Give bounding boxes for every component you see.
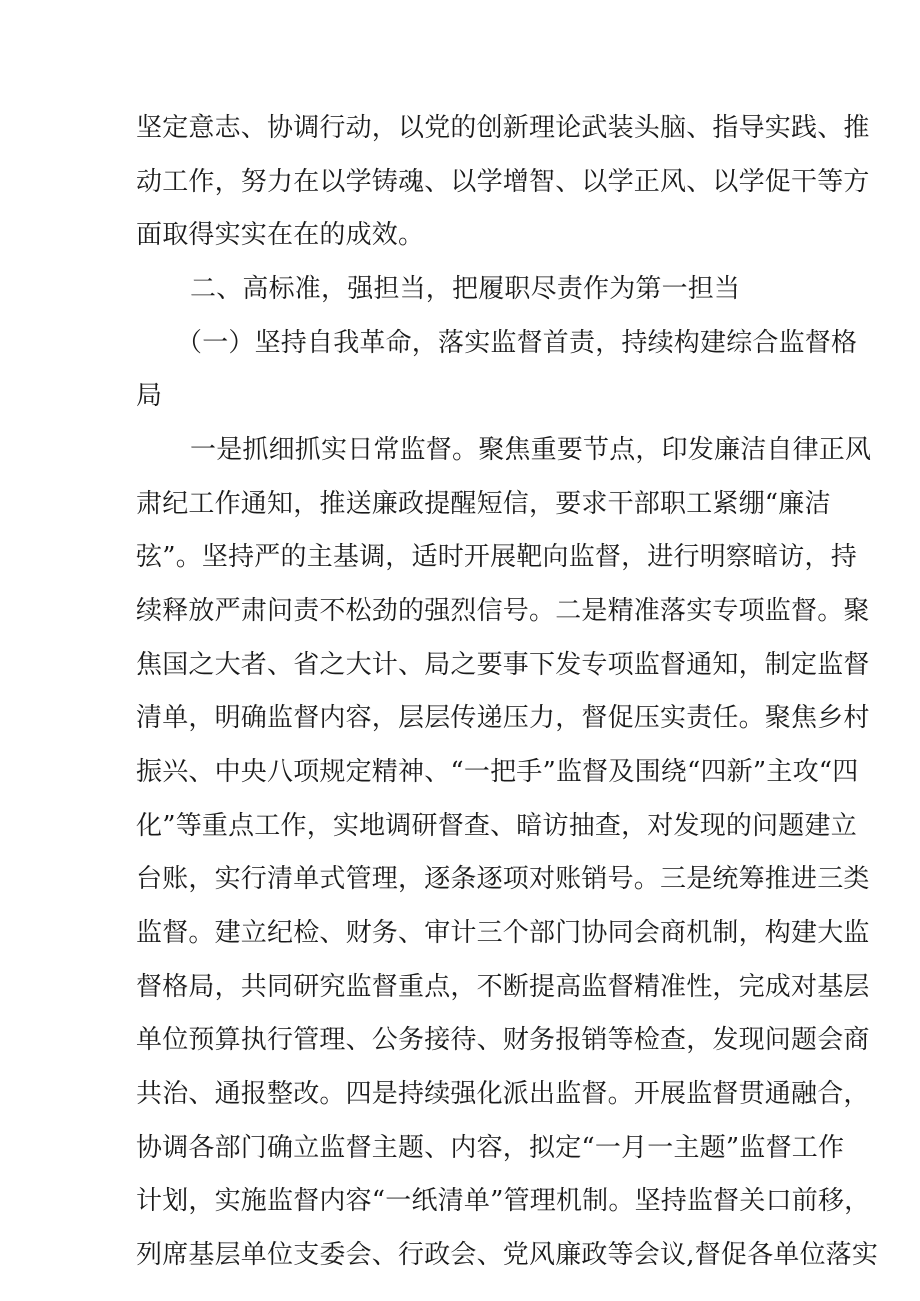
section-heading: 二、高标准，强担当，把履职尽责作为第一担当 [190,274,741,304]
text-line-13: 振兴、中央八项规定精神、“一把手”监督及围绕“四新”主攻“四 [136,757,859,787]
text-line-21: 计划，实施监督内容“一纸清单”管理机制。坚持监督关口前移， [136,1186,871,1216]
text-line-2: 动工作，努力在以学铸魂、以学增智、以学正风、以学促干等方 [136,167,870,197]
text-line-18: 单位预算执行管理、公务接待、财务报销等检查，发现问题会商 [136,1025,870,1055]
text-line-12: 清单，明确监督内容，层层传递压力，督促压实责任。聚焦乡村 [136,703,870,733]
text-line-20: 协调各部门确立监督主题、内容，拟定“一月一主题”监督工作 [136,1133,845,1163]
text-line-3: 面取得实实在在的成效。 [136,220,425,250]
paragraph-start: 一是抓细抓实日常监督。聚焦重要节点，印发廉洁自律正风 [190,435,872,465]
text-line-16: 监督。建立纪检、财务、审计三个部门协同会商机制，构建大监 [136,918,870,948]
text-line-14: 化”等重点工作，实地调研督查、暗访抽查，对发现的问题建立 [136,811,857,841]
text-line-11: 焦国之大者、省之大计、局之要事下发专项监督通知，制定监督 [136,650,870,680]
text-line-19: 共治、通报整改。四是持续强化派出监督。开展监督贯通融合， [136,1079,870,1109]
text-line-8: 肃纪工作通知，推送廉政提醒短信，要求干部职工紧绷“廉洁 [136,489,831,519]
text-line-10: 续释放严肃问责不松劲的强烈信号。二是精准落实专项监督。聚 [136,596,870,626]
text-line-17: 督格局，共同研究监督重点，不断提高监督精准性，完成对基层 [136,972,870,1002]
subsection-heading: （一）坚持自我革命，落实监督首责，持续构建综合监督格 [176,328,858,358]
text-line-1: 坚定意志、协调行动，以党的创新理论武装头脑、指导实践、推 [136,113,870,143]
subsection-heading-continued: 局 [136,381,163,411]
text-line-15: 台账，实行清单式管理，逐条逐项对账销号。三是统筹推进三类 [136,864,870,894]
text-line-22: 列席基层单位支委会、行政会、党风廉政等会议,督促各单位落实 [136,1240,879,1270]
text-line-9: 弦”。坚持严的主基调，适时开展靶向监督，进行明察暗访，持 [136,542,857,572]
